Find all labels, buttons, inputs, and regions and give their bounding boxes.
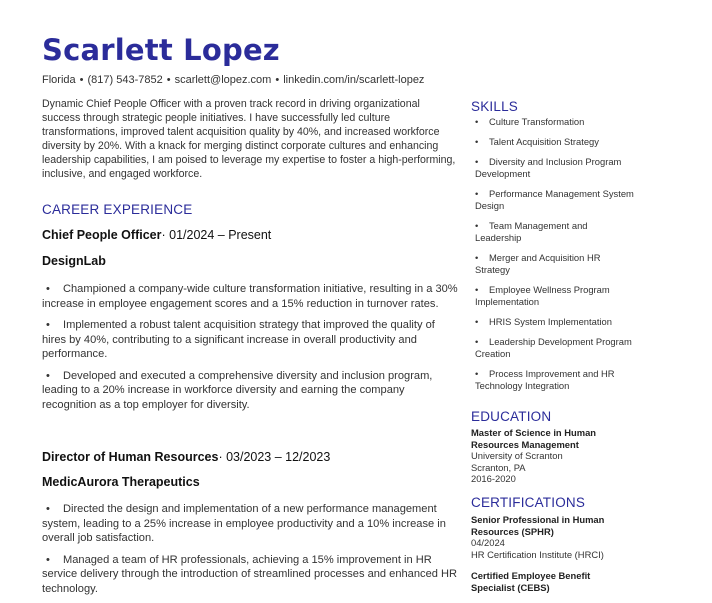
location-text: Florida [42,74,76,86]
bullet-dot: • [475,368,479,379]
certification-issuer: HR Certification Institute (HRCI) [471,548,604,560]
bullet-dot: • [46,369,50,382]
separator: • [275,74,280,86]
job-dates: · 03/2023 – 12/2023 [218,450,331,464]
contact-line [42,74,424,86]
skills-heading: SKILLS [471,99,518,114]
bullet-dot: • [475,116,479,127]
job-title: Chief People Officer [42,228,162,242]
bullet-dot: • [46,553,50,566]
separator: • [166,74,171,86]
list-item: • Championed a company-wide culture transformation initiative, resulting in a 30% increase in employee engagement scores and a 15% reduction in turnover rates. [42,283,458,310]
job-title-line [42,228,271,242]
job-bullets [42,282,458,419]
degree-name: Master of Science in Human Resources Management [471,427,597,450]
candidate-name: Scarlett Lopez [42,33,280,67]
company-name: MedicAurora Therapeutics [42,475,200,489]
list-item: • Directed the design and implementation of a new performance management system, leading to a 25% increase in employee productivity and a 10% increase in overall job satisfaction. [42,503,446,544]
bullet-dot: • [475,188,479,199]
bullet-dot: • [46,503,50,515]
certification-entry [471,514,631,560]
email-link[interactable]: scarlett@lopez.com [174,74,272,86]
list-item: • Managed a team of HR professionals, achieving a 15% improvement in HR service delivery through the introduction of streamlined processes and enhanced HR technology. [42,553,458,595]
bullet-dot: • [475,136,479,147]
bullet-dot: • [475,252,479,263]
list-item: • Team Management and Leadership [475,220,588,243]
certification-name: Senior Professional in Human Resources (SPHR) [471,514,605,537]
school-location: Scranton, PA [471,461,526,473]
bullet-dot: • [46,319,50,331]
linkedin-link[interactable]: linkedin.com/in/scarlett-lopez [283,74,425,86]
list-item: • Talent Acquisition Strategy [475,136,599,147]
list-item: • Developed and executed a comprehensive diversity and inclusion program, leading to a 20% increase in workforce diversity and earning the company recognition as a top employer for diversity. [42,369,433,411]
job-dates: · 01/2024 – Present [161,228,272,242]
job-title: Director of Human Resources [42,450,219,464]
bullet-dot: • [475,284,479,295]
list-item: • Leadership Development Program Creation [475,336,632,359]
bullet-dot: • [46,283,50,295]
bullet-dot: • [475,156,479,167]
company-name: DesignLab [42,254,106,268]
job-title-line [42,450,330,464]
job-bullets [42,502,458,603]
certifications-heading: CERTIFICATIONS [471,495,586,510]
certification-date: 04/2024 [471,537,505,549]
list-item: • Merger and Acquisition HR Strategy [475,252,601,275]
list-item: • Implemented a robust talent acquisition strategy that improved the quality of hires by 40%, contributing to a significant increase in overall productivity and performance. [42,319,435,360]
list-item: • Performance Management System Design [475,188,634,211]
list-item: • Process Improvement and HR Technology Integration [475,368,615,391]
bullet-dot: • [475,316,479,327]
bullet-dot: • [475,336,479,347]
education-heading: EDUCATION [471,409,552,424]
school-name: University of Scranton [471,450,563,462]
list-item: • Diversity and Inclusion Program Development [475,156,622,179]
summary-paragraph: Dynamic Chief People Officer with a proven track record in driving organizational success through strategic people initiatives. I have successfully led culture transformations, improved talent acquisition quality by 40%, and increased workforce diversity by 20%. With a knack for merging distinct corporate cultures and enhancing leadership capabilities, I am poised to leverage my expertise to foster a high-performing, inclusive, and engaged workforce. [42,98,456,180]
education-dates: 2016-2020 [471,473,516,485]
certification-name: Certified Employee Benefit Specialist (CEBS) [471,570,591,593]
separator: • [79,74,84,86]
bullet-dot: • [475,220,479,231]
phone-text: (817) 543-7852 [87,74,163,86]
career-experience-heading: CAREER EXPERIENCE [42,202,193,217]
skills-list [475,116,635,400]
list-item: • HRIS System Implementation [475,316,612,327]
list-item: • Employee Wellness Program Implementation [475,284,610,307]
certification-entry [471,570,631,593]
list-item: • Culture Transformation [475,116,585,127]
education-entry [471,427,631,485]
